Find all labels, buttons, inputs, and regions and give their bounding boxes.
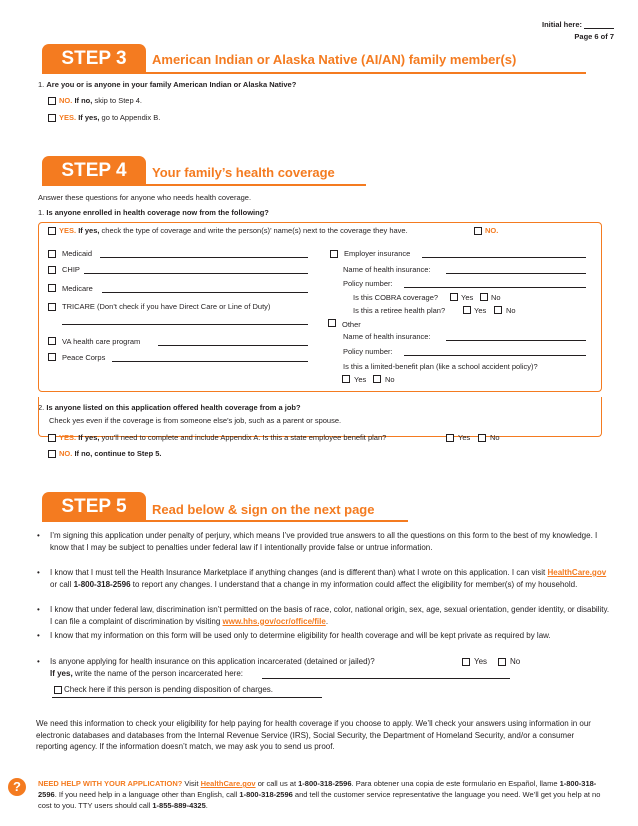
retiree-no-checkbox[interactable]	[494, 306, 502, 314]
va-checkbox[interactable]	[48, 337, 56, 345]
incarcerated-yes-label: Yes	[474, 657, 488, 666]
employer-checkbox[interactable]	[330, 250, 338, 258]
pending-charges-checkbox[interactable]	[54, 686, 62, 694]
peace-corps-label: Peace Corps	[62, 353, 106, 362]
employer-policy-label: Policy number:	[343, 279, 393, 288]
initial-field[interactable]	[584, 21, 614, 29]
employer-insurance-name-label: Name of health insurance:	[343, 265, 431, 274]
chip-checkbox[interactable]	[48, 266, 56, 274]
employer-policy-field[interactable]	[404, 287, 586, 288]
help-icon: ?	[8, 778, 26, 796]
other-insurance-name-field[interactable]	[446, 340, 586, 341]
help-text: NEED HELP WITH YOUR APPLICATION? Visit HealthCare.gov or call us at 1-800-318-2596. Para obtener una copia de este formulario en Español, llame 1-800-318-2596. If you need help in a language other than English, call 1-800-318-2596 and tell the customer service representative the language you need. We’ll get you help at no cost to you. TTY users should call 1-855-889-4325.	[38, 779, 601, 810]
step4-q2: 2. Is anyone listed on this application offered health coverage from a job?	[38, 403, 301, 412]
peace-corps-checkbox[interactable]	[48, 353, 56, 361]
limited-yes-checkbox[interactable]	[342, 375, 350, 383]
chip-name-field[interactable]	[84, 273, 308, 274]
tricare-label: TRICARE (Don’t check if you have Direct Care or Line of Duty)	[62, 302, 271, 311]
medicare-label: Medicare	[62, 284, 93, 293]
step3-yes-checkbox[interactable]	[48, 114, 56, 122]
help-healthcare-gov-link[interactable]: HealthCare.gov	[200, 779, 256, 788]
bullet-discrimination: • I know that under federal law, discrimination isn’t permitted on the basis of race, color, national origin, sex, age, sexual orientation, gender identity, or disability. I can file a complaint of discrimination by visiting www.hhs.gov/ocr/office/file.	[50, 604, 610, 627]
step4-underline	[146, 184, 366, 186]
other-checkbox[interactable]	[328, 319, 336, 327]
peace-corps-name-field[interactable]	[112, 361, 308, 362]
tricare-checkbox[interactable]	[48, 303, 56, 311]
state-plan-no-label: No	[490, 433, 500, 442]
incarcerated-name-prompt: If yes, write the name of the person incarcerated here:	[50, 669, 244, 678]
incarcerated-yes-checkbox[interactable]	[462, 658, 470, 666]
limited-no-label: No	[385, 375, 395, 384]
step3-no-checkbox[interactable]	[48, 97, 56, 105]
incarcerated-no-checkbox[interactable]	[498, 658, 506, 666]
medicaid-label: Medicaid	[62, 249, 93, 258]
other-policy-field[interactable]	[404, 355, 586, 356]
medicare-checkbox[interactable]	[48, 284, 56, 292]
bullet-changes: • I know that I must tell the Health Insurance Marketplace if anything changes (and is different than) what I wrote on this application. I can visit HealthCare.gov or call 1-800-318-2596 to report any changes. I understand that a change in my information could affect the eligibility for member(s) of my household.	[50, 567, 610, 590]
cobra-yes-label: Yes	[461, 293, 474, 302]
coverage-no-checkbox[interactable]	[474, 227, 482, 235]
step4-q1: 1. Is anyone enrolled in health coverage now from the following?	[38, 208, 269, 217]
state-plan-yes-checkbox[interactable]	[446, 434, 454, 442]
va-label: VA health care program	[62, 337, 141, 346]
pending-charges-rule	[52, 697, 322, 698]
bullet-perjury: • I’m signing this application under penalty of perjury, which means I’ve provided true answers to all the questions on this form to the best of my knowledge. I know that I may be subject to penalties under federal law if I intentionally provide false or untrue information.	[50, 530, 610, 553]
step4-badge: STEP 4	[42, 156, 146, 186]
medicaid-name-field[interactable]	[100, 257, 308, 258]
limited-no-checkbox[interactable]	[373, 375, 381, 383]
pending-charges-label: Check here if this person is pending disposition of charges.	[64, 685, 274, 694]
other-label: Other	[342, 320, 361, 329]
chip-label: CHIP	[62, 265, 80, 274]
cobra-no-checkbox[interactable]	[480, 293, 488, 301]
step5-title: Read below & sign on the next page	[152, 502, 375, 517]
job-yes-checkbox[interactable]	[48, 434, 56, 442]
step3-question: 1. Are you or is anyone in your family American Indian or Alaska Native?	[38, 80, 297, 89]
step3-underline	[146, 72, 586, 74]
coverage-no-label: NO.	[485, 226, 499, 235]
employer-label: Employer insurance	[344, 249, 411, 258]
step5-badge: STEP 5	[42, 492, 146, 522]
retiree-no-label: No	[506, 306, 516, 315]
healthcare-gov-link[interactable]: HealthCare.gov	[547, 568, 607, 577]
employer-name-field[interactable]	[422, 257, 586, 258]
other-policy-label: Policy number:	[343, 347, 393, 356]
step3-yes-option: YES. If yes, go to Appendix B.	[59, 113, 161, 122]
tricare-name-field[interactable]	[62, 324, 308, 325]
bullet-incarcerated: • Is anyone applying for health insurance on this application incarcerated (detained or jailed)?	[50, 656, 610, 668]
hhs-ocr-link[interactable]: www.hhs.gov/ocr/office/file	[222, 616, 326, 626]
step3-no-option: NO. If no, skip to Step 4.	[59, 96, 142, 105]
other-insurance-name-label: Name of health insurance:	[343, 332, 431, 341]
page-number: Page 6 of 7	[574, 32, 614, 41]
closing-paragraph: We need this information to check your eligibility for help paying for health coverage if you choose to apply. We’ll check your answers using information in our electronic databases and databases from the Internal Revenue Service (IRS), Social Security, the Department of Homeland Security, and/or a consumer reporting agency. If the information doesn’t match, we may ask you to send us proof.	[36, 719, 591, 751]
job-no-option: NO. If no, continue to Step 5.	[59, 449, 162, 458]
incarcerated-name-field[interactable]	[262, 678, 510, 679]
limited-yes-label: Yes	[354, 375, 367, 384]
initial-here-label: Initial here:	[542, 20, 614, 29]
incarcerated-no-label: No	[510, 657, 521, 666]
cobra-question: Is this COBRA coverage?	[353, 293, 439, 302]
bullet-privacy: • I know that my information on this form will be used only to determine eligibility for health coverage and will be kept private as required by law.	[50, 630, 610, 642]
medicaid-checkbox[interactable]	[48, 250, 56, 258]
retiree-yes-label: Yes	[474, 306, 487, 315]
state-plan-yes-label: Yes	[458, 433, 471, 442]
state-plan-no-checkbox[interactable]	[478, 434, 486, 442]
cobra-yes-checkbox[interactable]	[450, 293, 458, 301]
step4-intro: Answer these questions for anyone who needs health coverage.	[38, 193, 252, 202]
retiree-yes-checkbox[interactable]	[463, 306, 471, 314]
medicare-name-field[interactable]	[102, 292, 308, 293]
limited-benefit-question: Is this a limited-benefit plan (like a school accident policy)?	[343, 362, 538, 371]
step3-badge: STEP 3	[42, 44, 146, 74]
cobra-no-label: No	[491, 293, 501, 302]
step4-title: Your family’s health coverage	[152, 165, 335, 180]
step5-underline	[146, 520, 408, 522]
step3-title: American Indian or Alaska Native (AI/AN) family member(s)	[152, 52, 517, 67]
job-yes-option: YES. If yes, you’ll need to complete and include Appendix A. Is this a state employee benefit plan?	[59, 433, 387, 442]
employer-insurance-name-field[interactable]	[446, 273, 586, 274]
coverage-yes-option: YES. If yes, check the type of coverage and write the person(s)’ name(s) next to the coverage they have.	[59, 226, 408, 235]
coverage-yes-checkbox[interactable]	[48, 227, 56, 235]
step4-q2-note: Check yes even if the coverage is from someone else’s job, such as a parent or spouse.	[49, 416, 342, 425]
job-no-checkbox[interactable]	[48, 450, 56, 458]
retiree-question: Is this a retiree health plan?	[353, 306, 446, 315]
va-name-field[interactable]	[158, 345, 308, 346]
